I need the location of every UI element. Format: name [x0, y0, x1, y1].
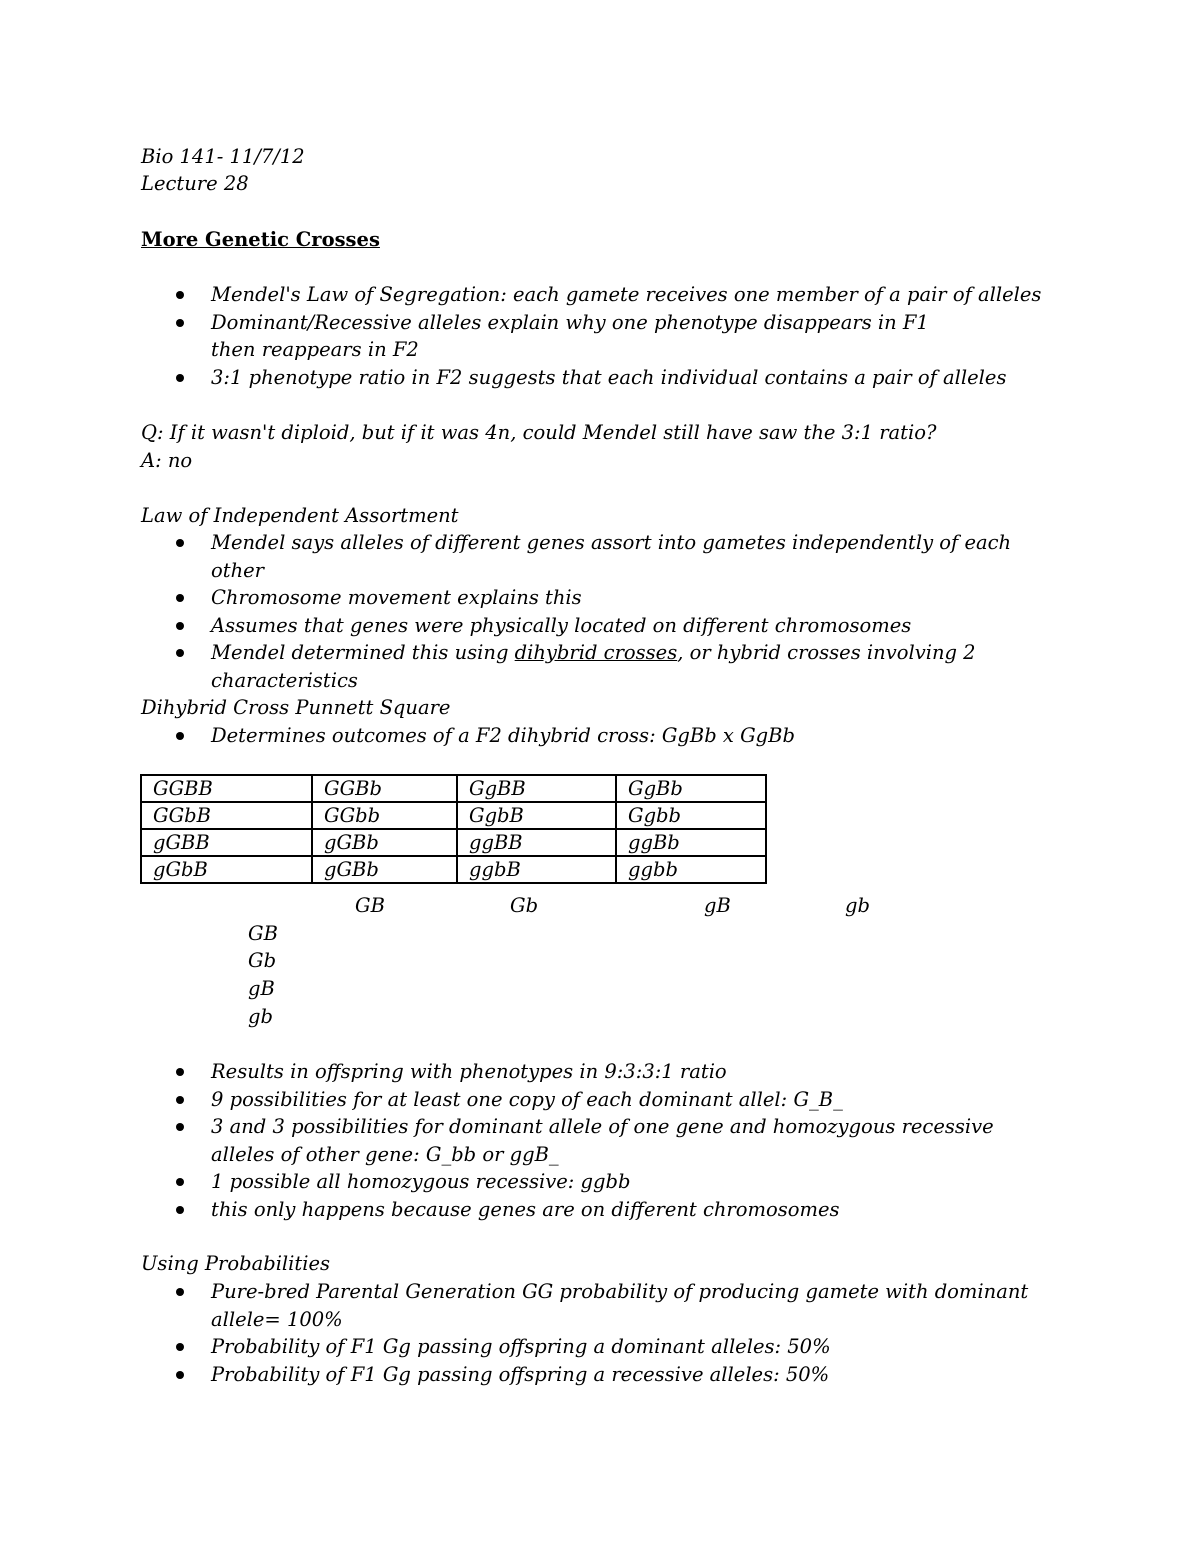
list-item: Pure-bred Parental Generation GG probability of producing gamete with dominant allele= 100%	[141, 1278, 1041, 1333]
table-cell: ggbB	[457, 856, 616, 883]
table-cell: gGBb	[312, 856, 457, 883]
list-item-text: Mendel determined this using	[211, 641, 515, 664]
list-item: Chromosome movement explains this	[141, 584, 1061, 612]
list-item: Dominant/Recessive alleles explain why one phenotype disappears in F1 then reappears in F2	[141, 309, 971, 364]
punnett-heading: Dihybrid Cross Punnett Square	[141, 696, 451, 719]
table-row	[141, 802, 766, 829]
table-cell: gGBb	[312, 829, 457, 856]
course-date: Bio 141- 11/7/12	[141, 145, 305, 168]
table-cell: GgbB	[457, 802, 616, 829]
list-item: 1 possible all homozygous recessive: ggbb	[141, 1168, 1061, 1196]
table-cell: gGbB	[141, 856, 312, 883]
page-title: More Genetic Crosses	[141, 228, 380, 251]
list-item	[141, 639, 991, 694]
list-item: Assumes that genes were physically located on different chromosomes	[141, 612, 1061, 640]
list-item: Mendel's Law of Segregation: each gamete receives one member of a pair of alleles	[141, 281, 1061, 309]
row-gamete-label: gB	[248, 977, 275, 1000]
table-cell: ggBB	[457, 829, 616, 856]
column-gamete-label: Gb	[510, 894, 539, 917]
segregation-list	[141, 281, 1061, 391]
independent-assortment-heading: Law of Independent Assortment	[141, 504, 459, 527]
list-item: 3 and 3 possibilities for dominant allele of one gene and homozygous recessive alleles of other gene: G_bb or ggB_	[141, 1113, 1041, 1168]
question-text: Q: If it wasn't diploid, but if it was 4n, could Mendel still have saw the 3:1 ratio?	[141, 421, 937, 444]
table-row	[141, 829, 766, 856]
column-gamete-label: GB	[355, 894, 385, 917]
table-cell: GGbB	[141, 802, 312, 829]
list-item: Probability of F1 Gg passing offspring a dominant alleles: 50%	[141, 1333, 1061, 1361]
list-item: Results in offspring with phenotypes in 9:3:3:1 ratio	[141, 1058, 1061, 1086]
list-item: 9 possibilities for at least one copy of each dominant allel: G_B_	[141, 1086, 1061, 1114]
list-item: this only happens because genes are on different chromosomes	[141, 1196, 1061, 1224]
lecture-number: Lecture 28	[141, 172, 249, 195]
table-cell: GgBB	[457, 775, 616, 802]
list-item: Mendel says alleles of different genes assort into gametes independently of each other	[141, 529, 1061, 584]
table-row	[141, 775, 766, 802]
table-cell: Ggbb	[616, 802, 766, 829]
independent-assortment-list	[141, 529, 1061, 694]
table-row	[141, 856, 766, 883]
punnett-square-table	[140, 774, 767, 884]
table-cell: GgBb	[616, 775, 766, 802]
list-item-text: , or hybrid crosses involving 2 characteristics	[211, 641, 976, 692]
column-gamete-label: gB	[704, 894, 731, 917]
list-item: Probability of F1 Gg passing offspring a recessive alleles: 50%	[141, 1361, 1061, 1389]
table-cell: GGBb	[312, 775, 457, 802]
answer-text: A: no	[141, 449, 193, 472]
punnett-list	[141, 722, 1061, 750]
probabilities-list	[141, 1278, 1061, 1388]
table-cell: gGBB	[141, 829, 312, 856]
column-gamete-label: gb	[845, 894, 870, 917]
list-item: Determines outcomes of a F2 dihybrid cross: GgBb x GgBb	[141, 722, 1061, 750]
results-list	[141, 1058, 1061, 1223]
row-gamete-label: Gb	[248, 949, 277, 972]
row-gamete-label: GB	[248, 922, 278, 945]
dihybrid-crosses-term: dihybrid crosses	[514, 641, 678, 664]
table-cell: GGbb	[312, 802, 457, 829]
probabilities-heading: Using Probabilities	[141, 1252, 331, 1275]
list-item: 3:1 phenotype ratio in F2 suggests that each individual contains a pair of alleles	[141, 364, 1061, 392]
table-cell: ggBb	[616, 829, 766, 856]
table-cell: ggbb	[616, 856, 766, 883]
row-gamete-label: gb	[248, 1005, 273, 1028]
table-cell: GGBB	[141, 775, 312, 802]
